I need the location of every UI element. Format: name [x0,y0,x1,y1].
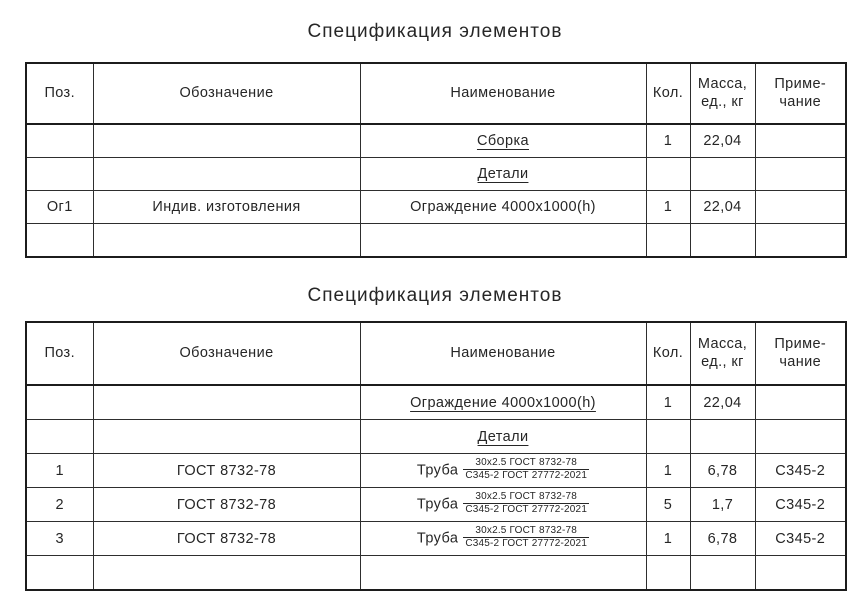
mass-cell: 1,7 [690,488,755,522]
note-cell [755,124,846,158]
mass-cell [690,224,755,258]
mass-cell: 6,78 [690,454,755,488]
qty-cell [646,224,690,258]
col-header-note: Приме- чание [755,322,846,385]
pos-cell: 1 [26,454,93,488]
designation-cell: ГОСТ 8732-78 [93,488,360,522]
name-cell [360,158,646,191]
qty-cell: 5 [646,488,690,522]
spec-table-1 [25,62,847,258]
note-cell: С345-2 [755,522,846,556]
note-cell [755,224,846,258]
item-name: Труба [416,496,459,513]
mass-cell [690,420,755,454]
qty-cell: 1 [646,191,690,224]
qty-cell [646,556,690,591]
note-cell [755,420,846,454]
col-header-designation: Обозначение [93,63,360,124]
table-row [26,522,846,556]
section-heading: Детали [477,166,529,182]
designation-cell [93,224,360,258]
pos-cell [26,158,93,191]
table-row [26,385,846,420]
name-cell [360,385,646,420]
pos-cell [26,124,93,158]
qty-cell: 1 [646,385,690,420]
item-name: Труба [416,462,459,479]
table-row [26,158,846,191]
header-row [26,63,846,124]
col-header-qty: Кол. [646,63,690,124]
designation-cell: ГОСТ 8732-78 [93,454,360,488]
spec-table-2 [25,321,847,591]
designation-cell [93,385,360,420]
col-header-mass: Масса, ед., кг [690,63,755,124]
pos-cell [26,385,93,420]
col-header-qty: Кол. [646,322,690,385]
designation-cell [93,158,360,191]
section-heading: Сборка [476,133,530,149]
pos-cell [26,224,93,258]
name-cell [360,556,646,591]
note-cell: С345-2 [755,488,846,522]
mass-cell: 22,04 [690,191,755,224]
mass-cell [690,158,755,191]
col-header-note: Приме- чание [755,63,846,124]
size-gost-fraction: $\frac{\text{30х2.5 ГОСТ 8732-78}}{\text{С345-2 ГОСТ 27772-2021}}$ [465,491,588,515]
size-gost-fraction: $\frac{\text{30х2.5 ГОСТ 8732-78}}{\text{С345-2 ГОСТ 27772-2021}}$ [465,457,588,481]
designation-cell [93,420,360,454]
name-cell: Ограждение 4000х1000(h) [360,191,646,224]
col-header-mass: Масса, ед., кг [690,322,755,385]
size-gost-fraction: $\frac{\text{30х2.5 ГОСТ 8732-78}}{\text{С345-2 ГОСТ 27772-2021}}$ [465,525,588,549]
name-cell [360,420,646,454]
name-cell [360,454,646,488]
spec-table-1-title: Спецификация элементов [307,21,563,42]
pos-cell: 2 [26,488,93,522]
pos-cell [26,420,93,454]
spec-table-2-title: Спецификация элементов [307,285,563,306]
designation-cell: Индив. изготовления [93,191,360,224]
note-cell [755,556,846,591]
designation-cell [93,556,360,591]
name-cell [360,224,646,258]
table-row [26,488,846,522]
col-header-designation: Обозначение [93,322,360,385]
section-heading: Ограждение 4000х1000(h) [410,394,596,411]
pos-cell [26,556,93,591]
section-heading: Детали [477,428,529,445]
table-row [26,454,846,488]
table-row [26,191,846,224]
pos-cell: 3 [26,522,93,556]
table-row [26,420,846,454]
designation-cell: ГОСТ 8732-78 [93,522,360,556]
qty-cell [646,420,690,454]
table-row [26,224,846,258]
name-cell [360,522,646,556]
note-cell [755,158,846,191]
note-cell [755,385,846,420]
note-cell [755,191,846,224]
designation-cell [93,124,360,158]
table-row [26,124,846,158]
qty-cell: 1 [646,522,690,556]
qty-cell: 1 [646,454,690,488]
mass-cell [690,556,755,591]
mass-cell: 22,04 [690,385,755,420]
col-header-name: Наименование [360,63,646,124]
table-row [26,556,846,591]
name-cell [360,124,646,158]
col-header-pos: Поз. [26,63,93,124]
name-cell [360,488,646,522]
mass-cell: 22,04 [690,124,755,158]
item-name: Труба [416,530,459,547]
mass-cell: 6,78 [690,522,755,556]
col-header-name: Наименование [360,322,646,385]
header-row [26,322,846,385]
qty-cell: 1 [646,124,690,158]
qty-cell [646,158,690,191]
pos-cell: Ог1 [26,191,93,224]
col-header-pos: Поз. [26,322,93,385]
note-cell: С345-2 [755,454,846,488]
